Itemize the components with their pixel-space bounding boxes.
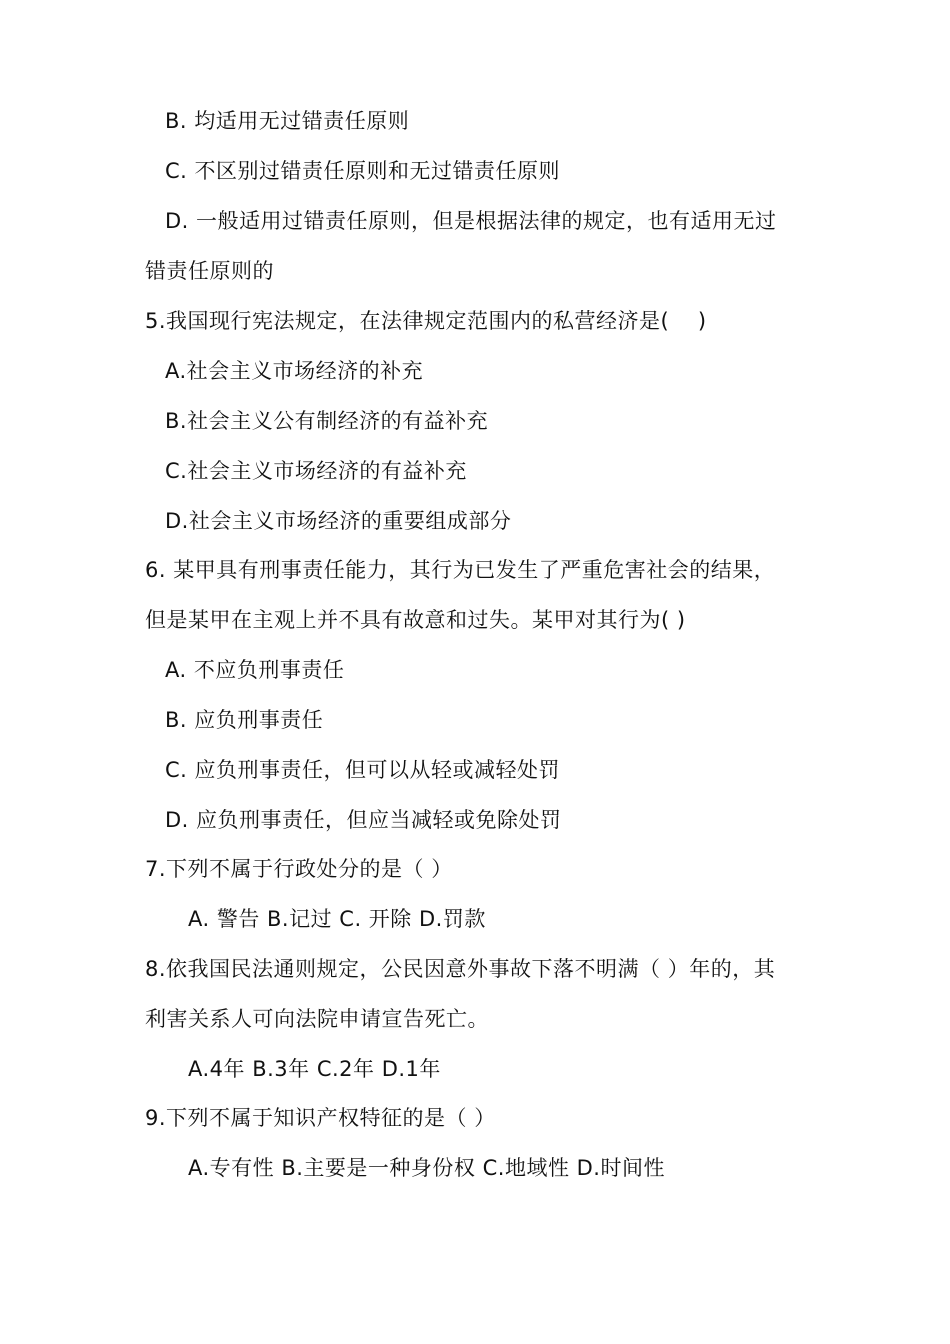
q9-options: A.专有性 B.主要是一种身份权 C.地域性 D.时间性 [188, 1156, 665, 1180]
q5-option-d: D.社会主义市场经济的重要组成部分 [165, 509, 512, 533]
q5-option-b: B.社会主义公有制经济的有益补充 [165, 409, 489, 433]
question-6-continued: 但是某甲在主观上并不具有故意和过失。某甲对其行为( ) [145, 608, 686, 632]
q4-option-b: B. 均适用无过错责任原则 [165, 109, 410, 133]
q6-option-d: D. 应负刑事责任，但应当减轻或免除处罚 [165, 808, 562, 832]
question-8: 8.依我国民法通则规定，公民因意外事故下落不明满（ ）年的，其 [145, 957, 776, 981]
q7-options: A. 警告 B.记过 C. 开除 D.罚款 [188, 907, 486, 931]
q4-option-d-continued: 错责任原则的 [145, 259, 274, 283]
question-7: 7.下列不属于行政处分的是（ ） [145, 857, 453, 881]
q5-option-a: A.社会主义市场经济的补充 [165, 359, 424, 383]
question-5: 5.我国现行宪法规定，在法律规定范围内的私营经济是( ) [145, 309, 707, 333]
question-8-continued: 利害关系人可向法院申请宣告死亡。 [145, 1007, 489, 1031]
q6-option-c: C. 应负刑事责任，但可以从轻或减轻处罚 [165, 758, 561, 782]
q8-options: A.4年 B.3年 C.2年 D.1年 [188, 1057, 441, 1081]
q6-option-a: A. 不应负刑事责任 [165, 658, 345, 682]
q4-option-c: C. 不区别过错责任原则和无过错责任原则 [165, 159, 561, 183]
q5-option-c: C.社会主义市场经济的有益补充 [165, 459, 467, 483]
question-9: 9.下列不属于知识产权特征的是（ ） [145, 1106, 496, 1130]
question-6: 6. 某甲具有刑事责任能力，其行为已发生了严重危害社会的结果， [145, 558, 776, 582]
q4-option-d: D. 一般适用过错责任原则，但是根据法律的规定，也有适用无过 [165, 209, 777, 233]
q6-option-b: B. 应负刑事责任 [165, 708, 324, 732]
